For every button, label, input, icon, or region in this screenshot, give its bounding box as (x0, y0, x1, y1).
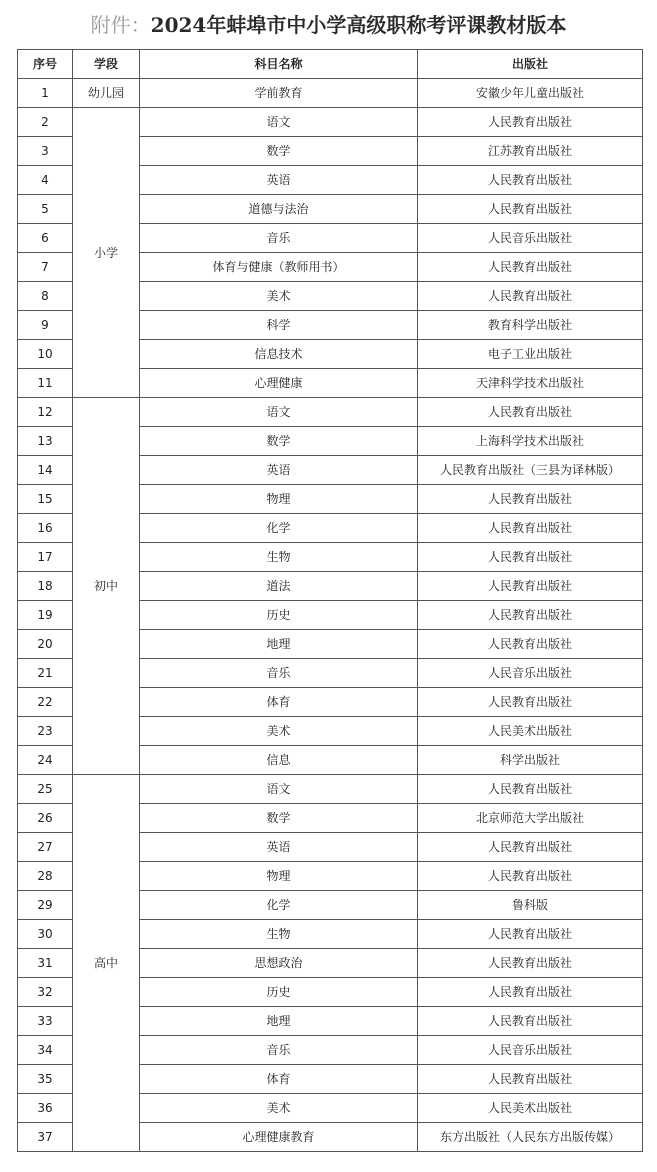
subject-cell: 体育 (140, 688, 418, 717)
subject-cell: 地理 (140, 630, 418, 659)
publisher-cell: 人民教育出版社 (418, 253, 643, 282)
subject-cell: 思想政治 (140, 949, 418, 978)
subject-cell: 物理 (140, 485, 418, 514)
subject-cell: 地理 (140, 1007, 418, 1036)
subject-cell: 体育与健康（教师用书） (140, 253, 418, 282)
table-row (18, 398, 643, 427)
publisher-cell: 人民教育出版社 (418, 920, 643, 949)
subject-cell: 数学 (140, 427, 418, 456)
row-number: 27 (18, 833, 73, 862)
subject-cell: 科学 (140, 311, 418, 340)
row-number: 2 (18, 108, 73, 137)
publisher-cell: 人民教育出版社 (418, 1007, 643, 1036)
publisher-cell: 教育科学出版社 (418, 311, 643, 340)
row-number: 35 (18, 1065, 73, 1094)
publisher-cell: 人民教育出版社 (418, 572, 643, 601)
publisher-cell: 人民美术出版社 (418, 717, 643, 746)
subject-cell: 英语 (140, 833, 418, 862)
subject-cell: 道法 (140, 572, 418, 601)
publisher-cell: 人民美术出版社 (418, 1094, 643, 1123)
row-number: 31 (18, 949, 73, 978)
subject-cell: 语文 (140, 398, 418, 427)
publisher-cell: 人民教育出版社（三县为译林版） (418, 456, 643, 485)
publisher-cell: 人民教育出版社 (418, 282, 643, 311)
subject-cell: 音乐 (140, 224, 418, 253)
subject-cell: 体育 (140, 1065, 418, 1094)
subject-cell: 心理健康教育 (140, 1123, 418, 1152)
subject-cell: 信息技术 (140, 340, 418, 369)
stage-cell: 高中 (73, 775, 140, 1152)
subject-cell: 心理健康 (140, 369, 418, 398)
row-number: 18 (18, 572, 73, 601)
publisher-cell: 人民教育出版社 (418, 862, 643, 891)
row-number: 13 (18, 427, 73, 456)
publisher-cell: 鲁科版 (418, 891, 643, 920)
row-number: 11 (18, 369, 73, 398)
stage-cell: 初中 (73, 398, 140, 775)
header-publisher: 出版社 (418, 50, 643, 79)
row-number: 15 (18, 485, 73, 514)
row-number: 19 (18, 601, 73, 630)
subject-cell: 语文 (140, 108, 418, 137)
row-number: 5 (18, 195, 73, 224)
row-number: 22 (18, 688, 73, 717)
row-number: 4 (18, 166, 73, 195)
subject-cell: 美术 (140, 1094, 418, 1123)
row-number: 23 (18, 717, 73, 746)
subject-cell: 语文 (140, 775, 418, 804)
subject-cell: 英语 (140, 456, 418, 485)
row-number: 29 (18, 891, 73, 920)
publisher-cell: 人民教育出版社 (418, 514, 643, 543)
publisher-cell: 人民教育出版社 (418, 833, 643, 862)
subject-cell: 学前教育 (140, 79, 418, 108)
header-subject: 科目名称 (140, 50, 418, 79)
subject-cell: 历史 (140, 978, 418, 1007)
publisher-cell: 人民教育出版社 (418, 108, 643, 137)
subject-cell: 生物 (140, 920, 418, 949)
subject-cell: 美术 (140, 717, 418, 746)
row-number: 30 (18, 920, 73, 949)
header-number: 序号 (18, 50, 73, 79)
publisher-cell: 电子工业出版社 (418, 340, 643, 369)
publisher-cell: 东方出版社（人民东方出版传媒） (418, 1123, 643, 1152)
publisher-cell: 科学出版社 (418, 746, 643, 775)
row-number: 17 (18, 543, 73, 572)
row-number: 10 (18, 340, 73, 369)
subject-cell: 历史 (140, 601, 418, 630)
row-number: 12 (18, 398, 73, 427)
stage-cell: 小学 (73, 108, 140, 398)
row-number: 34 (18, 1036, 73, 1065)
table-row (18, 79, 643, 108)
publisher-cell: 安徽少年儿童出版社 (418, 79, 643, 108)
table-body (18, 79, 643, 1152)
publisher-cell: 人民教育出版社 (418, 949, 643, 978)
subject-cell: 化学 (140, 514, 418, 543)
publisher-cell: 人民教育出版社 (418, 775, 643, 804)
stage-cell: 幼儿园 (73, 79, 140, 108)
title-prefix: 附件： (90, 13, 151, 37)
row-number: 3 (18, 137, 73, 166)
row-number: 37 (18, 1123, 73, 1152)
publisher-cell: 人民教育出版社 (418, 166, 643, 195)
subject-cell: 道德与法治 (140, 195, 418, 224)
row-number: 21 (18, 659, 73, 688)
publisher-cell: 天津科学技术出版社 (418, 369, 643, 398)
publisher-cell: 人民教育出版社 (418, 398, 643, 427)
publisher-cell: 人民教育出版社 (418, 195, 643, 224)
row-number: 36 (18, 1094, 73, 1123)
textbook-table (17, 49, 643, 1152)
publisher-cell: 人民教育出版社 (418, 688, 643, 717)
subject-cell: 音乐 (140, 659, 418, 688)
row-number: 1 (18, 79, 73, 108)
table-row (18, 108, 643, 137)
subject-cell: 化学 (140, 891, 418, 920)
title-main: 2024年蚌埠市中小学高级职称考评课教材版本 (150, 13, 567, 37)
publisher-cell: 人民教育出版社 (418, 630, 643, 659)
publisher-cell: 人民音乐出版社 (418, 224, 643, 253)
publisher-cell: 北京师范大学出版社 (418, 804, 643, 833)
row-number: 20 (18, 630, 73, 659)
publisher-cell: 人民音乐出版社 (418, 1036, 643, 1065)
subject-cell: 物理 (140, 862, 418, 891)
publisher-cell: 人民音乐出版社 (418, 659, 643, 688)
subject-cell: 音乐 (140, 1036, 418, 1065)
subject-cell: 信息 (140, 746, 418, 775)
row-number: 24 (18, 746, 73, 775)
publisher-cell: 人民教育出版社 (418, 978, 643, 1007)
publisher-cell: 人民教育出版社 (418, 543, 643, 572)
row-number: 16 (18, 514, 73, 543)
publisher-cell: 人民教育出版社 (418, 1065, 643, 1094)
subject-cell: 生物 (140, 543, 418, 572)
publisher-cell: 人民教育出版社 (418, 601, 643, 630)
table-row (18, 775, 643, 804)
row-number: 7 (18, 253, 73, 282)
row-number: 9 (18, 311, 73, 340)
table-header-row (18, 50, 643, 79)
row-number: 8 (18, 282, 73, 311)
subject-cell: 数学 (140, 137, 418, 166)
subject-cell: 英语 (140, 166, 418, 195)
row-number: 25 (18, 775, 73, 804)
publisher-cell: 上海科学技术出版社 (418, 427, 643, 456)
row-number: 33 (18, 1007, 73, 1036)
row-number: 14 (18, 456, 73, 485)
subject-cell: 美术 (140, 282, 418, 311)
row-number: 26 (18, 804, 73, 833)
publisher-cell: 人民教育出版社 (418, 485, 643, 514)
row-number: 28 (18, 862, 73, 891)
subject-cell: 数学 (140, 804, 418, 833)
row-number: 6 (18, 224, 73, 253)
header-stage: 学段 (73, 50, 140, 79)
document-title (0, 8, 657, 42)
publisher-cell: 江苏教育出版社 (418, 137, 643, 166)
row-number: 32 (18, 978, 73, 1007)
